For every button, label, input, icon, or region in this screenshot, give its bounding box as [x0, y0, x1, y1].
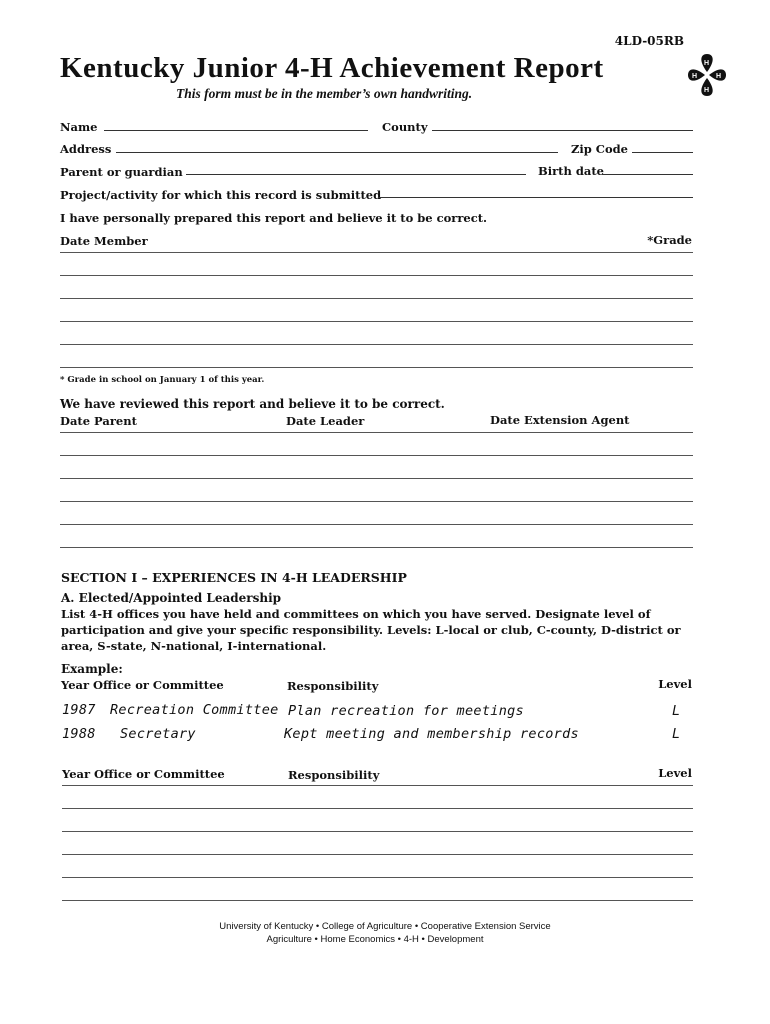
page-title: Kentucky Junior 4-H Achievement Report — [60, 52, 604, 84]
review-line[interactable] — [60, 524, 693, 525]
svg-text:H: H — [692, 73, 698, 80]
date-member-header: Date Member — [60, 234, 148, 248]
member-line[interactable] — [60, 321, 693, 322]
footer-item: Cooperative Extension Service — [420, 921, 551, 932]
review-line[interactable] — [60, 478, 693, 479]
svg-text:H: H — [704, 87, 710, 94]
parent-label: Parent or guardian — [60, 165, 183, 179]
example-year: 1987 — [62, 702, 96, 718]
form-code: 4LD-05RB — [614, 34, 684, 48]
footer-item: Agriculture — [266, 934, 312, 945]
footer-item: 4-H — [403, 934, 419, 945]
responsibility-header: Responsibility — [287, 679, 379, 693]
zip-field[interactable] — [632, 152, 693, 153]
4-h-clover-icon — [686, 50, 728, 100]
grade-header: *Grade — [647, 233, 692, 247]
review-line[interactable] — [60, 501, 693, 502]
example-year: 1988 — [62, 726, 96, 742]
example-level: L — [672, 726, 681, 742]
county-label: County — [382, 120, 428, 134]
name-field[interactable] — [104, 130, 368, 131]
example-responsibility: Plan recreation for meetings — [288, 703, 524, 719]
footer-item: Development — [427, 934, 484, 945]
address-field[interactable] — [116, 152, 558, 153]
footer-item: Home Economics — [320, 934, 395, 945]
date-agent-header: Date Extension Agent — [490, 413, 630, 427]
section-instructions: List 4-H offices you have held and committees on which you have served. Designate level of participation and give your specific responsibility. Levels: L-local or club, C-county, D-district or area, S-state, N-national, I-international. — [61, 607, 681, 653]
svg-text:H: H — [716, 73, 722, 80]
level-header: Level — [658, 766, 692, 780]
responsibility-header: Responsibility — [288, 768, 380, 782]
zip-label: Zip Code — [571, 142, 628, 156]
member-line[interactable] — [60, 344, 693, 345]
review-statement: We have reviewed this report and believe it to be correct. — [60, 397, 445, 411]
svg-text:H: H — [704, 60, 710, 67]
review-line[interactable] — [60, 432, 693, 433]
member-line[interactable] — [60, 367, 693, 368]
section-subtitle: A. Elected/Appointed Leadership — [61, 591, 282, 605]
review-line[interactable] — [60, 455, 693, 456]
address-label: Address — [60, 142, 112, 156]
member-line[interactable] — [60, 298, 693, 299]
footer-line-1: University of Kentucky • College of Agriculture • Cooperative Extension Service — [219, 921, 551, 932]
year-office-header: Year Office or Committee — [61, 678, 224, 692]
birth-date-field[interactable] — [602, 174, 693, 175]
example-office: Recreation Committee — [110, 702, 279, 718]
birth-date-label: Birth date — [538, 164, 604, 178]
year-office-header: Year Office or Committee — [62, 767, 225, 781]
date-leader-header: Date Leader — [286, 414, 365, 428]
date-parent-header: Date Parent — [60, 414, 137, 428]
example-office: Secretary — [120, 726, 196, 742]
project-label: Project/activity for which this record is submitted — [60, 188, 382, 202]
footer-line-2: Agriculture • Home Economics • 4-H • Development — [266, 934, 484, 945]
page-subtitle: This form must be in the member’s own handwriting. — [176, 86, 473, 101]
member-line[interactable] — [60, 275, 693, 276]
section-title: SECTION I – EXPERIENCES IN 4-H LEADERSHIP — [61, 570, 407, 585]
example-level: L — [672, 703, 681, 719]
level-header: Level — [658, 677, 692, 691]
leadership-line[interactable] — [62, 877, 693, 878]
leadership-line[interactable] — [62, 854, 693, 855]
leadership-line[interactable] — [62, 785, 693, 786]
name-label: Name — [60, 120, 98, 134]
member-statement: I have personally prepared this report and believe it to be correct. — [60, 211, 488, 225]
example-label: Example: — [61, 662, 123, 676]
grade-footnote: * Grade in school on January 1 of this year. — [60, 375, 265, 385]
leadership-line[interactable] — [62, 808, 693, 809]
county-field[interactable] — [432, 130, 693, 131]
project-field[interactable] — [378, 197, 693, 198]
footer-item: College of Agriculture — [321, 921, 413, 932]
parent-field[interactable] — [186, 174, 526, 175]
member-line[interactable] — [60, 252, 693, 253]
example-responsibility: Kept meeting and membership records — [284, 726, 579, 742]
footer-item: University of Kentucky — [219, 921, 314, 932]
leadership-line[interactable] — [62, 900, 693, 901]
review-line[interactable] — [60, 547, 693, 548]
leadership-line[interactable] — [62, 831, 693, 832]
